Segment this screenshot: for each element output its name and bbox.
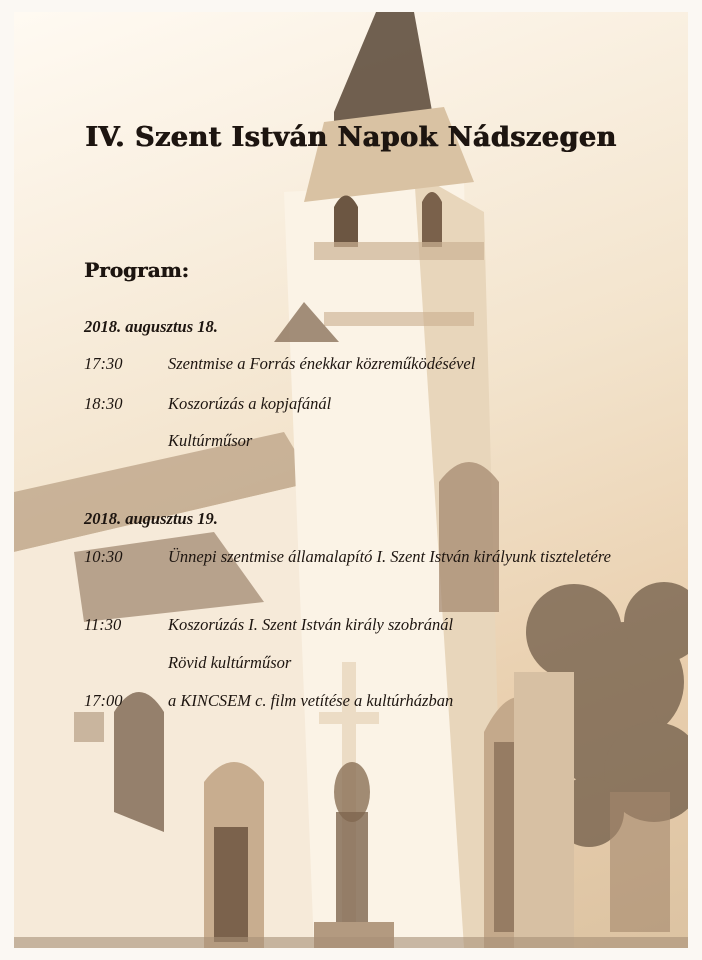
event-time: 17:00 (84, 691, 123, 710)
event-description: Koszorúzás I. Szent István király szobránál (168, 615, 454, 634)
event-description: Kultúrműsor (168, 431, 253, 450)
day-1-date: 2018. augusztus 18. (84, 317, 218, 336)
event-time: 17:30 (84, 354, 123, 373)
event-description: Koszorúzás a kopjafánál (168, 394, 332, 413)
event-time: 11:30 (84, 615, 122, 634)
event-description: Ünnepi szentmise államalapító I. Szent István királyunk tiszteletére (168, 547, 611, 566)
poster-title: IV. Szent István Napok Nádszegen (85, 122, 617, 153)
program-heading: Program: (84, 258, 189, 282)
event-time: 10:30 (84, 547, 123, 566)
event-time: 18:30 (84, 394, 123, 413)
day-2-date: 2018. augusztus 19. (84, 509, 218, 528)
event-description: Szentmise a Forrás énekkar közreműködésével (168, 354, 476, 373)
event-description: Rövid kultúrműsor (168, 653, 292, 672)
event-description: a KINCSEM c. film vetítése a kultúrházban (168, 691, 454, 710)
